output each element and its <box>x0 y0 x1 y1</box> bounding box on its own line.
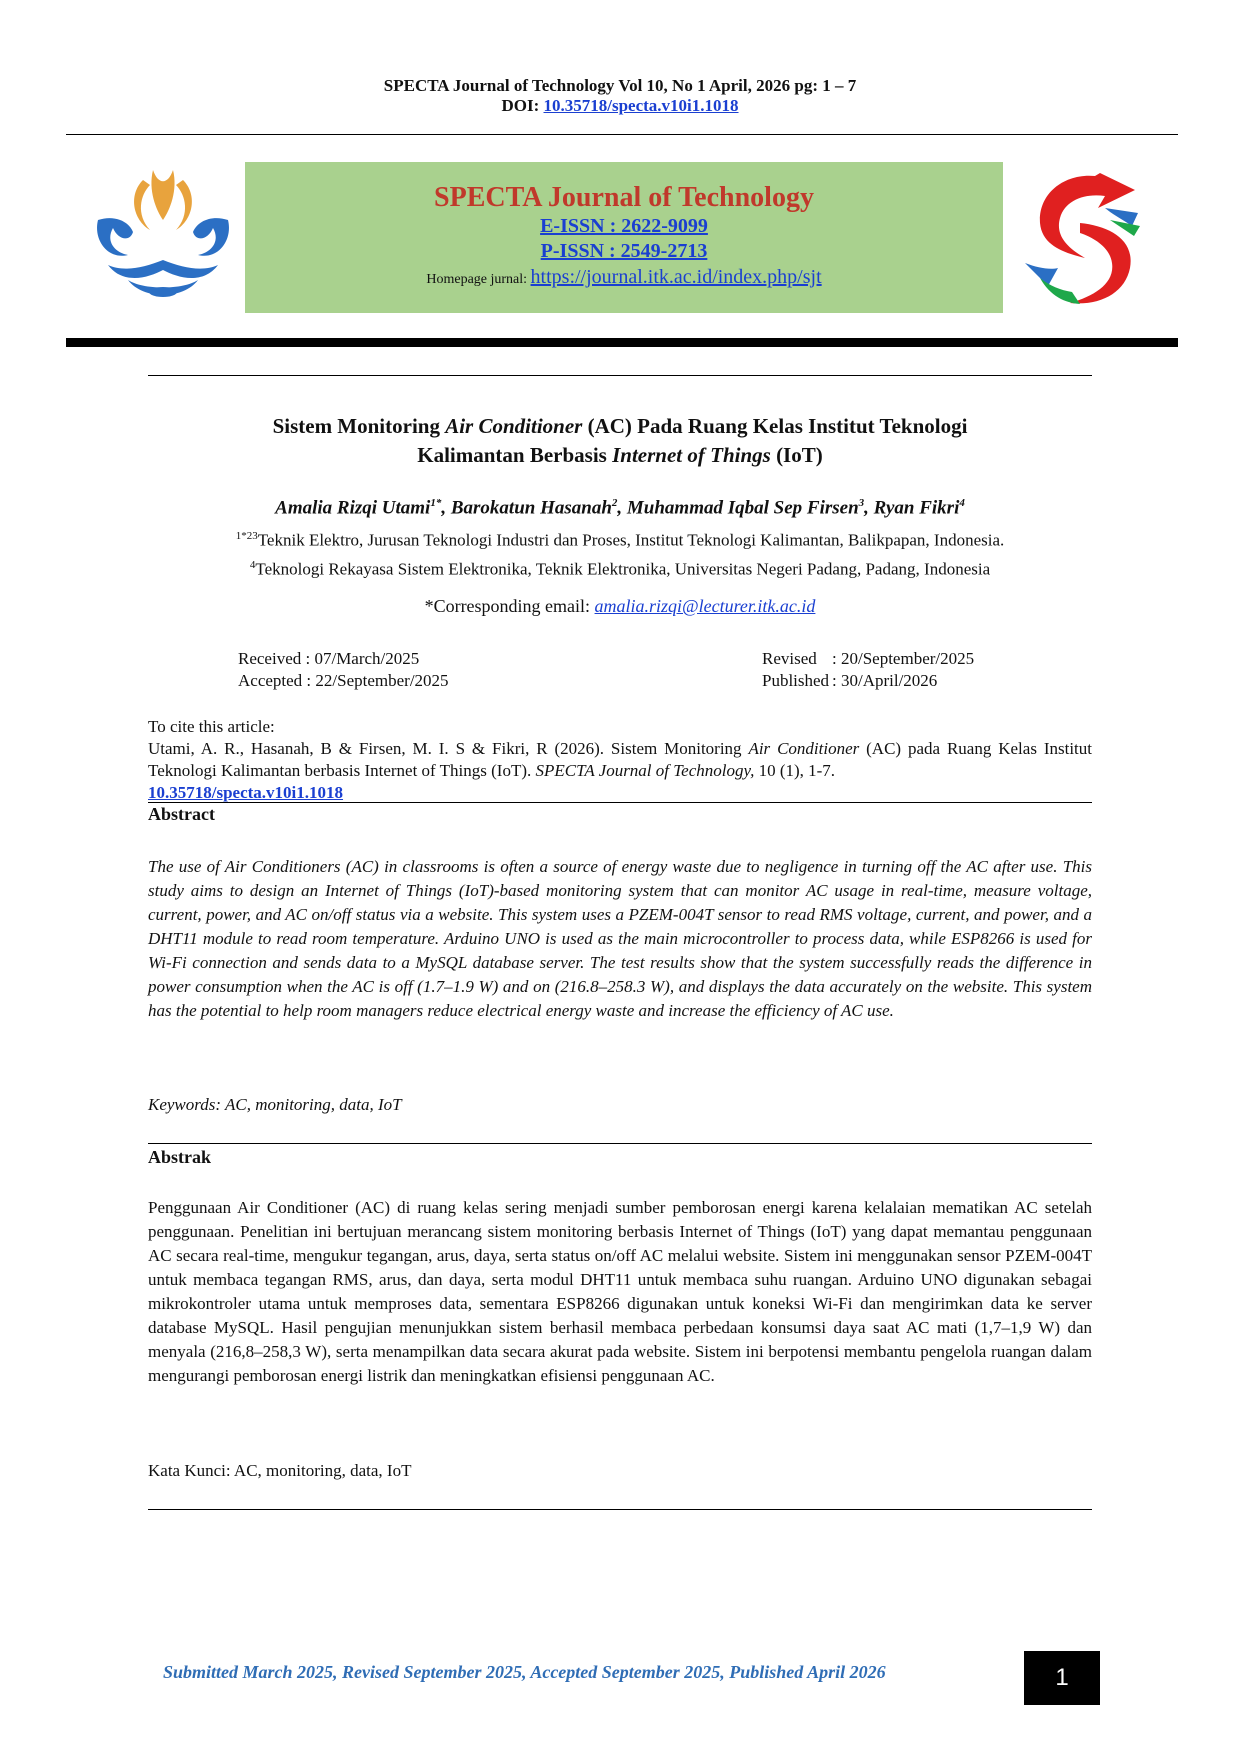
abstract-rule <box>148 1143 1092 1144</box>
author-sup: 4 <box>959 497 965 509</box>
citation-block <box>148 716 1092 804</box>
doi-line <box>0 96 1240 116</box>
abstract-keywords: Keywords: AC, monitoring, data, IoT <box>148 1095 402 1114</box>
affiliation-text: Teknologi Rekayasa Sistem Elektronika, Teknik Elektronika, Universitas Negeri Padang, Padang, Indonesia <box>255 559 991 579</box>
affiliation-1 <box>130 524 1110 553</box>
title-text: Kalimantan Berbasis <box>417 443 613 467</box>
title-text: (AC) Pada Ruang Kelas Institut Teknologi <box>582 414 968 438</box>
author-sup: 1* <box>430 497 442 509</box>
journal-issue-line: SPECTA Journal of Technology Vol 10, No 1 April, 2026 pg: 1 – 7 <box>383 76 857 95</box>
abstract-heading: Abstract <box>148 804 215 824</box>
citation-part: 10 (1), 1-7. <box>754 761 836 780</box>
itk-ornament-logo <box>88 160 238 310</box>
revised-date: : 20/September/2025 <box>832 649 975 668</box>
author-sep: , <box>617 497 627 519</box>
title-text: (IoT) <box>770 443 823 467</box>
author-sup: 2 <box>611 497 618 509</box>
homepage-line <box>245 266 1003 289</box>
affiliation-sup: 4 <box>249 558 256 571</box>
author-list <box>150 497 1090 519</box>
citation-italic: Air Conditioner <box>748 739 860 758</box>
citation-rule <box>148 802 1092 803</box>
revised-label: Revised <box>762 649 817 668</box>
affiliations <box>130 524 1110 581</box>
abstrak-heading: Abstrak <box>148 1147 212 1167</box>
doi-link[interactable]: 10.35718/specta.v10i1.1018 <box>543 96 739 115</box>
abstrak-text: Penggunaan Air Conditioner (AC) di ruang kelas sering menjadi sumber pemborosan energi karena kelalaian mematikan AC setelah penggunaan. Penelitian ini bertujuan merancang sistem monitoring berbasis Internet of Things (IoT) yang dapat memantau penggunaan AC secara real-time, mengukur tegangan, arus, daya, serta status on/off AC melalui website. Sistem ini menggunakan sensor PZEM-004T untuk membaca tegangan RMS, arus, dan daya, serta modul DHT11 untuk membaca suhu ruangan. Arduino UNO digunakan sebagai mikrokontroler utama untuk memproses data, sementara ESP8266 digunakan untuk koneksi Wi-Fi dan mengirimkan data ke server database MySQL. Hasil pengujian menunjukkan sistem berhasil membaca perbedaan konsumsi daya saat AC mati (1,7–1,9 W) dan menyala (216,8–258,3 W), serta menampilkan data secara akurat pada website. Sistem ini berpotensi membantu pengelola ruangan dalam mengurangi pemborosan energi listrik dan meningkatkan efisiensi penggunaan AC. <box>148 1198 1092 1385</box>
title-italic: Air Conditioner <box>445 414 583 438</box>
affiliation-text: Teknik Elektro, Jurusan Teknologi Industri dan Proses, Institut Teknologi Kalimantan, Balikpapan, Indonesia. <box>257 530 1005 550</box>
eissn-link[interactable]: E-ISSN : 2622-9099 <box>540 215 708 237</box>
journal-banner <box>245 162 1003 313</box>
citation-doi-link[interactable]: 10.35718/specta.v10i1.1018 <box>148 783 344 802</box>
author-name: Amalia Rizqi Utami <box>275 497 431 519</box>
published-date: : 30/April/2026 <box>832 671 938 690</box>
author-name: Ryan Fikri <box>873 497 960 519</box>
title-text: Sistem Monitoring <box>272 414 446 438</box>
citation-text <box>148 738 1092 782</box>
citation-part: (AC) pada Ruang Kelas Institut Teknologi Kalimantan berbasis Internet of Things (IoT). <box>148 739 1092 780</box>
paper-title <box>150 412 1090 470</box>
author-sep: , <box>864 497 874 519</box>
received-date: Received : 07/March/2025 <box>238 649 420 668</box>
pissn-link[interactable]: P-ISSN : 2549-2713 <box>540 240 708 262</box>
citation-journal: SPECTA Journal of Technology, <box>535 761 755 780</box>
header-rule <box>66 134 1178 135</box>
received-accepted <box>238 648 449 692</box>
thick-divider <box>66 338 1178 347</box>
running-header <box>0 76 1240 116</box>
specta-s-logo <box>1020 168 1150 313</box>
author-name: Barokatun Hasanah <box>450 497 612 519</box>
banner-journal-title: SPECTA Journal of Technology <box>434 182 814 213</box>
homepage-label: Homepage jurnal: <box>426 272 531 287</box>
published-label: Published <box>762 671 830 690</box>
author-sup: 3 <box>858 497 865 509</box>
page-number: 1 <box>1024 1651 1100 1705</box>
corresponding-label: *Corresponding email: <box>424 596 595 616</box>
author-name: Muhammad Iqbal Sep Firsen <box>626 497 859 519</box>
submission-footer: Submitted March 2025, Revised September 2025, Accepted September 2025, Published April 2026 <box>163 1662 886 1682</box>
affiliation-sup: 1*23 <box>235 530 258 542</box>
affiliation-2 <box>130 553 1110 582</box>
corresponding-email-line <box>130 594 1110 619</box>
homepage-link[interactable]: https://journal.itk.ac.id/index.php/sjt <box>530 266 822 288</box>
doi-label: DOI: <box>501 96 544 115</box>
abstrak-keywords: Kata Kunci: AC, monitoring, data, IoT <box>148 1461 412 1480</box>
author-sep: , <box>441 497 451 519</box>
revised-published <box>762 648 974 692</box>
abstrak-rule <box>148 1509 1092 1510</box>
citation-label: To cite this article: <box>148 717 275 736</box>
citation-part: Utami, A. R., Hasanah, B & Firsen, M. I. S & Fikri, R (2026). Sistem Monitoring <box>148 739 749 758</box>
abstract-text: The use of Air Conditioners (AC) in classrooms is often a source of energy waste due to negligence in turning off the AC after use. This study aims to design an Internet of Things (IoT)-based monitoring system that can monitor AC usage in real-time, measure voltage, current, power, and AC on/off status via a website. This system uses a PZEM-004T sensor to read RMS voltage, current, and power, and a DHT11 module to read room temperature. Arduino UNO is used as the main microcontroller to process data, while ESP8266 is used for Wi-Fi connection and sends data to a MySQL database server. The test results show that the system successfully reads the difference in power consumption when the AC is off (1.7–1.9 W) and on (216.8–258.3 W), and displays the data accurately on the website. This system has the potential to help room managers reduce electrical energy waste and increase the efficiency of AC use. <box>148 857 1092 1020</box>
title-italic: Internet of Things <box>612 443 771 467</box>
accepted-date: Accepted : 22/September/2025 <box>238 671 449 690</box>
corresponding-email-link[interactable]: amalia.rizqi@lecturer.itk.ac.id <box>594 596 816 616</box>
title-top-rule <box>148 375 1092 376</box>
